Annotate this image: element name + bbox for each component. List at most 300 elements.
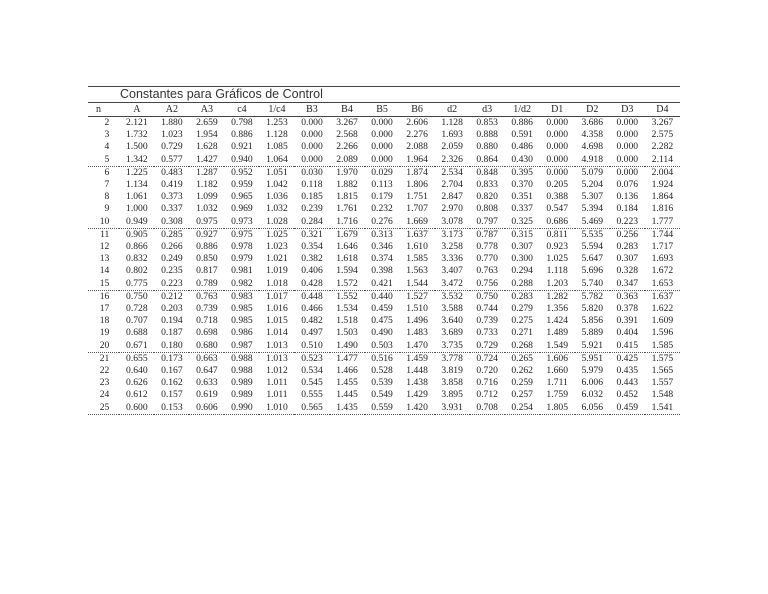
row-n-cell: 9	[104, 203, 110, 215]
table-cell: 0.354	[301, 241, 323, 253]
table-cell: 1.134	[126, 179, 148, 191]
table-cell: 0.435	[616, 365, 639, 377]
table-cell: 0.528	[371, 365, 393, 377]
table-cell: 0.167	[161, 365, 183, 377]
table-cell: 5.647	[581, 253, 604, 265]
table-cell: 0.724	[476, 352, 498, 364]
table-cell: 1.552	[336, 290, 358, 302]
table-cell: 6.006	[581, 377, 604, 389]
table-cell: 0.000	[371, 129, 393, 141]
table-cell: 3.267	[651, 117, 674, 128]
table-cell: 2.704	[441, 179, 463, 191]
table-cell: 0.398	[371, 265, 393, 277]
table-row	[88, 278, 680, 291]
table-cell: 1.618	[336, 253, 358, 265]
table-cell: 1.544	[400, 278, 435, 291]
table-cell: 0.452	[616, 389, 639, 401]
table-cell: 0.811	[546, 228, 568, 240]
table-cell: 1.012	[266, 365, 288, 377]
table-cell: 1.864	[651, 191, 674, 203]
table-cell: 0.516	[371, 352, 393, 364]
table-cell: 1.751	[406, 191, 428, 203]
table-cell: 3.686	[581, 117, 604, 128]
table-cell: 1.017	[266, 290, 288, 302]
table-cell: 0.448	[301, 290, 323, 302]
table-cell: 0.482	[301, 315, 323, 327]
table-cell: 1.572	[330, 278, 365, 291]
table-cell: 0.640	[126, 365, 148, 377]
row-n-cell: 2	[104, 117, 110, 128]
table-cell: 0.989	[231, 389, 253, 401]
table-cell: 1.025	[546, 253, 568, 265]
table-cell: 0.756	[470, 278, 505, 291]
table-row	[88, 166, 680, 179]
table-cell: 1.225	[126, 166, 148, 178]
row-n-cell: 12	[99, 241, 110, 253]
table-cell: 1.477	[336, 352, 358, 364]
table-cell: 0.940	[224, 154, 259, 167]
table-cell: 1.759	[546, 389, 568, 401]
table-cell: 1.541	[645, 402, 680, 415]
table-cell: 1.182	[196, 179, 218, 191]
table-cell: 0.315	[511, 228, 533, 240]
table-cell: 1.565	[651, 365, 674, 377]
table-cell: 4.918	[575, 154, 610, 167]
table-cell: 1.874	[406, 166, 428, 178]
table-cell: 0.949	[119, 216, 154, 229]
table-cell: 0.921	[231, 141, 253, 153]
table-cell: 0.276	[365, 216, 400, 229]
table-cell: 0.886	[231, 129, 253, 141]
table-row	[88, 315, 680, 327]
table-cell: 0.000	[540, 154, 575, 167]
table-cell: 1.028	[259, 216, 294, 229]
table-cell: 1.503	[336, 327, 358, 339]
table-cell: 0.619	[196, 389, 218, 401]
table-cell: 0.763	[476, 265, 498, 277]
table-cell: 3.819	[441, 365, 463, 377]
table-cell: 0.989	[231, 377, 253, 389]
table-row	[88, 241, 680, 253]
table-cell: 0.729	[161, 141, 183, 153]
table-cell: 0.969	[231, 203, 253, 215]
table-cell: 0.739	[196, 303, 218, 315]
table-cell: 0.370	[511, 179, 533, 191]
table-cell: 1.490	[330, 340, 365, 353]
table-cell: 0.000	[546, 166, 568, 178]
column-header: B5	[365, 103, 400, 117]
table-cell: 1.032	[196, 203, 218, 215]
table-cell: 2.326	[435, 154, 470, 167]
table-cell: 0.388	[546, 191, 568, 203]
table-cell: 0.808	[476, 203, 498, 215]
table-cell: 3.778	[441, 352, 463, 364]
table-cell: 0.271	[511, 327, 533, 339]
table-cell: 0.832	[126, 253, 148, 265]
table-cell: 0.787	[476, 228, 498, 240]
table-cell: 0.113	[371, 179, 393, 191]
table-cell: 1.596	[651, 327, 674, 339]
table-cell: 1.459	[406, 352, 428, 364]
table-cell: 0.763	[196, 290, 218, 302]
column-header: D2	[575, 103, 610, 117]
table-cell: 0.265	[511, 352, 533, 364]
table-cell: 1.527	[406, 290, 428, 302]
table-cell: 0.262	[511, 365, 533, 377]
table-cell: 0.443	[616, 377, 639, 389]
column-header: 1/d2	[505, 103, 540, 117]
table-cell: 0.254	[505, 402, 540, 415]
table-cell: 0.184	[616, 203, 639, 215]
table-cell: 0.194	[161, 315, 183, 327]
table-cell: 0.886	[196, 241, 218, 253]
table-cell: 0.973	[224, 216, 259, 229]
table-cell: 5.307	[581, 191, 604, 203]
table-row	[88, 389, 680, 401]
table-cell: 0.308	[154, 216, 189, 229]
table-cell: 0.975	[231, 228, 253, 240]
table-cell: 0.000	[301, 141, 323, 153]
table-cell: 0.864	[470, 154, 505, 167]
table-cell: 1.013	[266, 352, 288, 364]
table-row	[88, 340, 680, 353]
table-cell: 0.288	[505, 278, 540, 291]
table-cell: 1.420	[400, 402, 435, 415]
table-cell: 1.014	[266, 327, 288, 339]
table-row	[88, 402, 680, 415]
table-cell: 1.455	[336, 377, 358, 389]
table-cell: 0.497	[301, 327, 323, 339]
table-cell: 1.693	[651, 253, 674, 265]
table-cell: 0.591	[511, 129, 533, 141]
table-cell: 0.559	[365, 402, 400, 415]
table-cell: 0.626	[126, 377, 148, 389]
table-cell: 3.931	[435, 402, 470, 415]
constants-table	[88, 102, 680, 415]
table-cell: 5.951	[581, 352, 604, 364]
table-cell: 1.970	[336, 166, 358, 178]
table-cell: 1.882	[336, 179, 358, 191]
table-cell: 0.000	[546, 129, 568, 141]
table-row	[88, 203, 680, 215]
table-cell: 1.025	[266, 228, 288, 240]
table-cell: 0.927	[196, 228, 218, 240]
table-cell: 1.924	[651, 179, 674, 191]
table-cell: 0.789	[189, 278, 224, 291]
table-cell: 1.496	[406, 315, 428, 327]
table-cell: 0.000	[371, 117, 393, 128]
column-header: d3	[470, 103, 505, 117]
table-cell: 0.490	[371, 327, 393, 339]
table-cell: 5.594	[581, 241, 604, 253]
table-cell: 0.720	[476, 365, 498, 377]
table-cell: 3.407	[441, 265, 463, 277]
row-n-cell: 25	[88, 402, 119, 415]
table-cell: 5.535	[581, 228, 604, 240]
table-cell: 1.880	[161, 117, 183, 128]
table-cell: 1.744	[651, 228, 674, 240]
table-cell: 0.283	[616, 241, 639, 253]
table-cell: 0.459	[371, 303, 393, 315]
table-cell: 0.850	[196, 253, 218, 265]
table-cell: 1.672	[651, 265, 674, 277]
table-cell: 1.707	[406, 203, 428, 215]
row-n-cell: 22	[99, 365, 110, 377]
table-header	[88, 103, 680, 117]
table-cell: 1.806	[406, 179, 428, 191]
table-cell: 1.203	[540, 278, 575, 291]
control-chart-constants-sheet	[88, 86, 680, 415]
table-cell: 1.470	[400, 340, 435, 353]
table-row	[88, 290, 680, 303]
table-cell: 2.568	[336, 129, 358, 141]
table-cell: 1.653	[645, 278, 680, 291]
table-cell: 0.285	[161, 228, 183, 240]
table-cell: 3.336	[441, 253, 463, 265]
table-cell: 6.032	[581, 389, 604, 401]
table-cell: 0.373	[161, 191, 183, 203]
table-cell: 1.018	[259, 278, 294, 291]
table-cell: 2.282	[651, 141, 674, 153]
table-cell: 1.445	[336, 389, 358, 401]
table-cell: 5.204	[581, 179, 604, 191]
table-cell: 1.099	[196, 191, 218, 203]
table-cell: 3.258	[441, 241, 463, 253]
table-cell: 0.279	[511, 303, 533, 315]
table-cell: 0.778	[476, 241, 498, 253]
table-cell: 0.503	[365, 340, 400, 353]
table-cell: 0.425	[616, 352, 639, 364]
table-cell: 0.680	[189, 340, 224, 353]
table-cell: 0.647	[196, 365, 218, 377]
table-cell: 0.853	[476, 117, 498, 128]
column-header: A3	[189, 103, 224, 117]
table-cell: 0.363	[616, 290, 639, 302]
table-cell: 0.663	[196, 352, 218, 364]
table-cell: 0.325	[505, 216, 540, 229]
table-cell: 1.669	[400, 216, 435, 229]
table-cell: 0.988	[231, 352, 253, 364]
table-cell: 5.921	[575, 340, 610, 353]
table-cell: 0.256	[616, 228, 639, 240]
header-row	[88, 103, 680, 117]
table-cell: 0.775	[119, 278, 154, 291]
table-row	[88, 129, 680, 141]
table-cell: 1.534	[336, 303, 358, 315]
table-cell: 0.798	[231, 117, 253, 128]
table-cell: 6.056	[575, 402, 610, 415]
table-cell: 0.328	[616, 265, 639, 277]
table-cell: 0.268	[505, 340, 540, 353]
table-cell: 0.848	[476, 166, 498, 178]
table-cell: 0.421	[365, 278, 400, 291]
table-cell: 0.979	[231, 253, 253, 265]
table-cell: 3.689	[441, 327, 463, 339]
table-cell: 0.307	[616, 253, 639, 265]
table-cell: 1.342	[119, 154, 154, 167]
row-n-cell: 6	[104, 166, 110, 178]
table-cell: 0.266	[161, 241, 183, 253]
table-cell: 0.982	[224, 278, 259, 291]
table-cell: 1.954	[196, 129, 218, 141]
table-cell: 2.970	[441, 203, 463, 215]
table-cell: 0.712	[476, 389, 498, 401]
table-cell: 1.438	[406, 377, 428, 389]
table-cell: 0.888	[476, 129, 498, 141]
table-cell: 2.114	[645, 154, 680, 167]
table-cell: 0.612	[126, 389, 148, 401]
table-cell: 3.173	[441, 228, 463, 240]
table-cell: 0.239	[301, 203, 323, 215]
table-cell: 1.118	[546, 265, 568, 277]
table-body	[88, 117, 680, 415]
table-cell: 0.698	[196, 327, 218, 339]
table-cell: 0.030	[301, 166, 323, 178]
table-cell: 0.866	[126, 241, 148, 253]
table-cell: 1.253	[266, 117, 288, 128]
table-cell: 0.249	[161, 253, 183, 265]
table-cell: 0.307	[511, 241, 533, 253]
row-n-cell: 3	[104, 129, 110, 141]
table-cell: 0.744	[476, 303, 498, 315]
table-cell: 0.374	[371, 253, 393, 265]
table-cell: 1.585	[406, 253, 428, 265]
row-n-cell: 18	[99, 315, 110, 327]
row-n-cell: 5	[88, 154, 119, 167]
table-cell: 0.959	[231, 179, 253, 191]
table-cell: 1.732	[126, 129, 148, 141]
table-cell: 4.698	[581, 141, 604, 153]
table-cell: 0.978	[231, 241, 253, 253]
table-cell: 1.036	[266, 191, 288, 203]
table-cell: 0.223	[610, 216, 645, 229]
table-row	[88, 141, 680, 153]
table-cell: 0.655	[126, 352, 148, 364]
table-cell: 0.985	[231, 303, 253, 315]
table-cell: 0.275	[511, 315, 533, 327]
table-cell: 0.952	[231, 166, 253, 178]
table-cell: 1.816	[651, 203, 674, 215]
table-cell: 1.128	[441, 117, 463, 128]
table-cell: 0.000	[616, 141, 639, 153]
row-n-cell: 15	[88, 278, 119, 291]
table-cell: 5.469	[575, 216, 610, 229]
row-n-cell: 23	[99, 377, 110, 389]
table-cell: 5.889	[581, 327, 604, 339]
table-cell: 1.015	[266, 315, 288, 327]
table-cell: 1.010	[259, 402, 294, 415]
table-cell: 1.693	[441, 129, 463, 141]
table-cell: 1.805	[540, 402, 575, 415]
table-cell: 0.395	[511, 166, 533, 178]
table-cell: 0.382	[301, 253, 323, 265]
table-cell: 0.797	[470, 216, 505, 229]
table-cell: 0.419	[161, 179, 183, 191]
table-cell: 1.466	[336, 365, 358, 377]
table-cell: 1.761	[336, 203, 358, 215]
table-cell: 0.351	[511, 191, 533, 203]
table-cell: 5.394	[581, 203, 604, 215]
table-cell: 1.128	[266, 129, 288, 141]
column-header: c4	[224, 103, 259, 117]
table-cell: 2.088	[406, 141, 428, 153]
table-cell: 0.475	[371, 315, 393, 327]
table-cell: 1.606	[546, 352, 568, 364]
column-header: 1/c4	[259, 103, 294, 117]
table-cell: 0.983	[231, 290, 253, 302]
table-cell: 0.136	[616, 191, 639, 203]
table-cell: 2.847	[441, 191, 463, 203]
table-cell: 0.688	[126, 327, 148, 339]
table-cell: 1.021	[266, 253, 288, 265]
table-cell: 5.696	[581, 265, 604, 277]
table-cell: 0.988	[231, 365, 253, 377]
table-cell: 1.646	[336, 241, 358, 253]
table-cell: 0.975	[189, 216, 224, 229]
table-cell: 0.728	[126, 303, 148, 315]
table-cell: 0.187	[161, 327, 183, 339]
table-cell: 1.013	[259, 340, 294, 353]
table-row	[88, 265, 680, 277]
table-cell: 0.076	[616, 179, 639, 191]
table-cell: 0.000	[301, 117, 323, 128]
table-cell: 3.588	[441, 303, 463, 315]
table-cell: 0.716	[476, 377, 498, 389]
table-cell: 4.358	[581, 129, 604, 141]
table-row	[88, 154, 680, 167]
row-n-cell: 16	[99, 290, 110, 302]
table-cell: 1.575	[651, 352, 674, 364]
table-cell: 0.923	[546, 241, 568, 253]
table-cell: 0.000	[546, 141, 568, 153]
table-cell: 0.466	[301, 303, 323, 315]
table-cell: 0.880	[476, 141, 498, 153]
table-cell: 2.575	[651, 129, 674, 141]
table-row	[88, 352, 680, 365]
table-cell: 0.708	[470, 402, 505, 415]
table-row	[88, 228, 680, 241]
row-n-cell: 21	[99, 352, 110, 364]
table-cell: 1.061	[126, 191, 148, 203]
table-cell: 0.180	[154, 340, 189, 353]
column-header: A2	[154, 103, 189, 117]
table-cell: 1.051	[266, 166, 288, 178]
table-cell: 2.276	[406, 129, 428, 141]
table-cell: 0.000	[610, 154, 645, 167]
table-cell: 0.539	[371, 377, 393, 389]
table-cell: 0.185	[301, 191, 323, 203]
table-row	[88, 216, 680, 229]
table-cell: 0.986	[231, 327, 253, 339]
table-row	[88, 365, 680, 377]
table-cell: 0.162	[161, 377, 183, 389]
table-cell: 0.406	[301, 265, 323, 277]
table-cell: 2.606	[406, 117, 428, 128]
table-cell: 0.750	[126, 290, 148, 302]
table-cell: 1.679	[336, 228, 358, 240]
row-n-cell: 13	[99, 253, 110, 265]
column-header: B3	[294, 103, 329, 117]
table-cell: 1.483	[406, 327, 428, 339]
column-header: D1	[540, 103, 575, 117]
table-cell: 0.259	[511, 377, 533, 389]
table-cell: 1.815	[336, 191, 358, 203]
table-cell: 1.594	[336, 265, 358, 277]
table-cell: 0.510	[294, 340, 329, 353]
column-header: D3	[610, 103, 645, 117]
table-cell: 1.610	[406, 241, 428, 253]
table-cell: 1.023	[161, 129, 183, 141]
